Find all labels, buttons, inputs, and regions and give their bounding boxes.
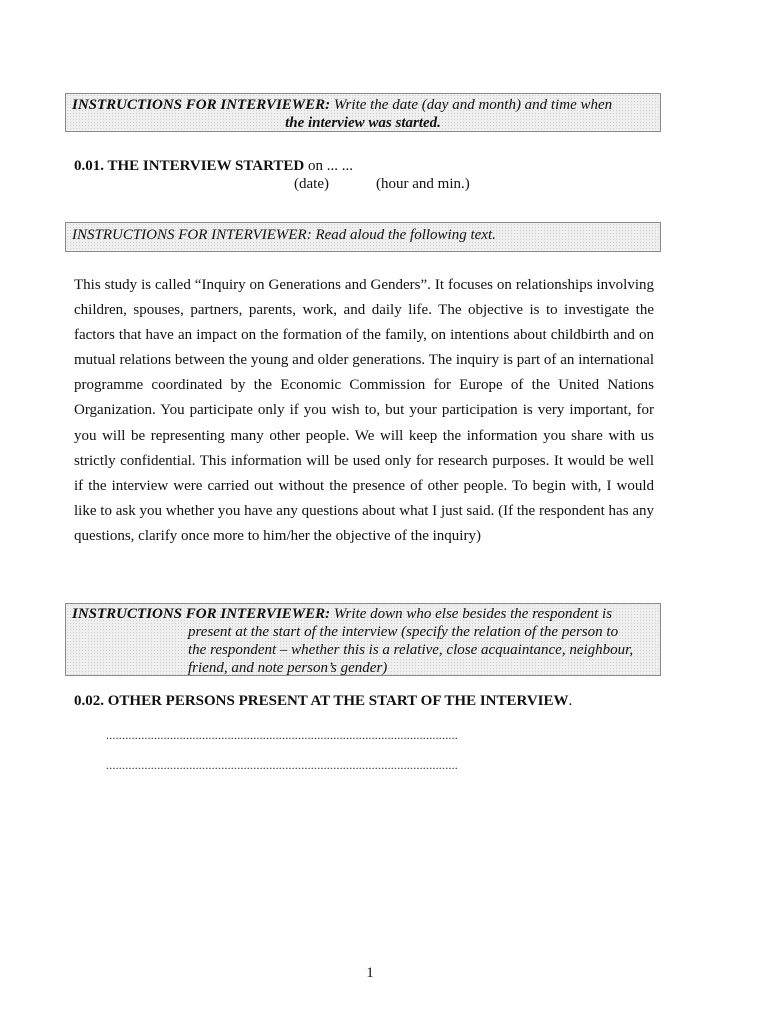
question-0-02-end: .: [568, 693, 573, 709]
page-number: 1: [366, 965, 374, 981]
instructions-label: INSTRUCTIONS FOR INTERVIEWER:: [72, 97, 331, 113]
instructions-line: [72, 605, 654, 623]
question-0-02-title: . OTHER PERSONS PRESENT AT THE START OF THE INTERVIEW: [100, 693, 569, 709]
instructions-label: INSTRUCTIONS FOR INTERVIEWER:: [72, 227, 312, 243]
instructions-text: Write the date (day and month) and time when: [333, 97, 613, 113]
answer-line[interactable]: ..............................................................................................................: [106, 729, 458, 741]
instructions-line: [72, 96, 654, 114]
date-caption: (date): [294, 176, 329, 192]
question-0-02-number: 0.02: [74, 693, 101, 709]
intro-paragraph: This study is called “Inquiry on Generations and Genders”. It focuses on relationships involving children, spouses, partners, parents, work, and daily life. The objective is to investigate the factors that have an impact on the formation of the family, on intentions about childbirth and on mutual relations between the young and older generations. The inquiry is part of an international programme coordinated by the Economic Commission for Europe of the United Nations Organization. You participate only if you wish to, but your participation is very important, for you will be representing many other people. We will keep the information you share with us strictly confidential. This information will be used only for research purposes. It would be well if the interview were carried out without the presence of other people. To begin with, I would like to ask you whether you have any questions about what I just said. (If the respondent has any questions, clarify once more to him/her the objective of the inquiry): [74, 277, 654, 544]
instructions-line: friend, and note person’s gender): [188, 660, 388, 676]
instructions-label: INSTRUCTIONS FOR INTERVIEWER:: [72, 606, 331, 622]
question-0-01-title: 0.01. THE INTERVIEW STARTED: [74, 158, 305, 174]
instructions-text-continued: the interview was started.: [285, 115, 441, 131]
question-0-01-suffix: on ... ...: [308, 158, 354, 174]
answer-line[interactable]: ..............................................................................................................: [106, 759, 458, 771]
instructions-line: present at the start of the interview (specify the relation of the person to: [188, 624, 619, 640]
question-0-01: [74, 157, 353, 175]
instructions-text: Write down who else besides the respondent is: [333, 606, 613, 622]
interviewer-instructions-date-time: [65, 93, 661, 132]
hour-caption: (hour and min.): [376, 176, 470, 192]
instructions-text: Read aloud the following text.: [315, 227, 496, 243]
interviewer-instructions-other-persons: [65, 603, 661, 676]
question-0-02: [74, 692, 572, 710]
instructions-line: the respondent – whether this is a relative, close acquaintance, neighbour,: [188, 642, 634, 658]
interviewer-instructions-read-aloud: [65, 222, 661, 252]
